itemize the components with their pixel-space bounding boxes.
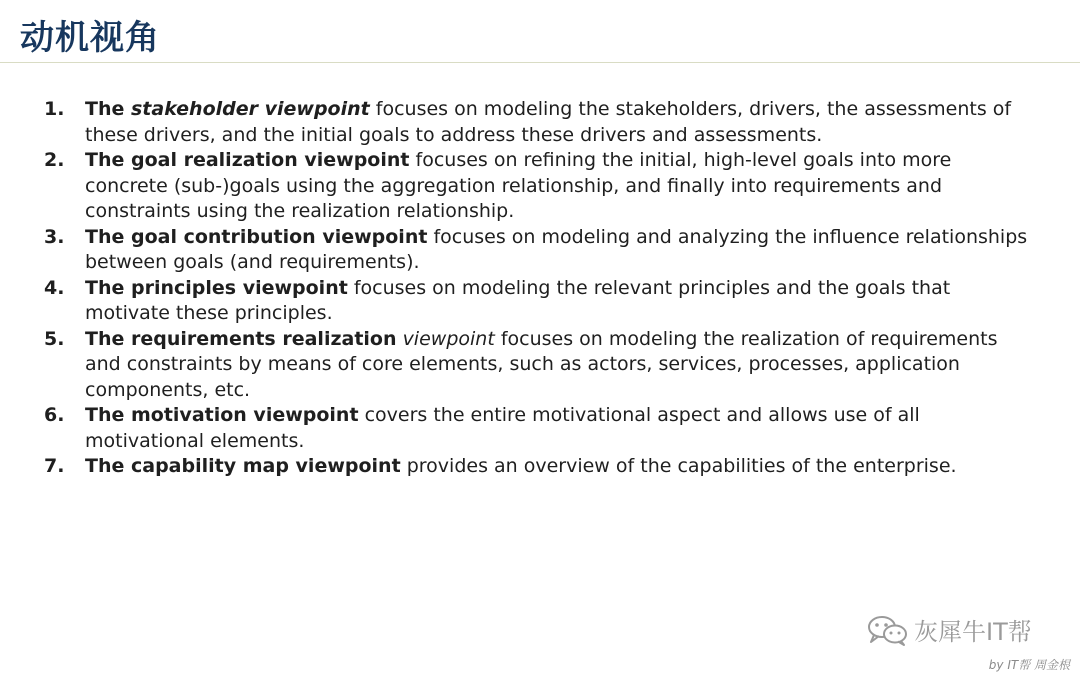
list-item-number: 7. [44, 455, 65, 477]
list-item-text: provides an overview of the capabilities of the enterprise. [400, 455, 957, 477]
list-item-number: 5. [44, 327, 65, 350]
list-item [44, 327, 1034, 404]
watermark [866, 612, 1032, 647]
list-item [44, 276, 1034, 327]
page-title: 动机视角 [20, 18, 160, 58]
list-item-text: stakeholder viewpoint [131, 98, 370, 120]
list-item [44, 97, 1034, 148]
title-divider [0, 62, 1080, 63]
watermark-text: 灰犀牛IT帮 [914, 618, 1032, 646]
list-item-text: focuses on modeling the relevant principles and the goals that motivate these principles. [85, 276, 951, 324]
list-item-text: The motivation viewpoint [85, 404, 359, 426]
list-item [44, 403, 1034, 454]
author-credit: by IT帮 周金根 [988, 658, 1070, 672]
list-item-text: focuses on modeling and analyzing the influence relationships between goals (and requirements). [85, 225, 1028, 273]
list-item [44, 454, 1034, 480]
list-item-number: 2. [44, 149, 65, 171]
list-item-text: focuses on modeling the realization of requirements and constraints by means of core elements, such as actors, services, processes, application components, etc. [85, 327, 998, 401]
list-item-text: focuses on modeling the stakeholders, drivers, the assessments of these drivers, and the initial goals to address these drivers and assessments. [85, 98, 1012, 146]
list-item-number: 4. [44, 276, 65, 299]
list-item-text: The [85, 98, 131, 120]
list-item-text: focuses on refining the initial, high-level goals into more concrete (sub-)goals using the aggregation relationship, and finally into requirements and constraints using the realization relationship. [85, 149, 952, 222]
list-item-number: 1. [44, 98, 65, 120]
list-item-text: The capability map viewpoint [85, 455, 401, 477]
list-item [44, 225, 1034, 276]
list-item-text: The principles viewpoint [85, 276, 348, 299]
list-item-number: 3. [44, 225, 65, 248]
list-item-text: The goal realization viewpoint [85, 149, 410, 171]
viewpoint-list [44, 97, 1034, 480]
list-item [44, 148, 1034, 225]
list-item-text: covers the entire motivational aspect and allows use of all motivational elements. [85, 404, 920, 452]
list-item-number: 6. [44, 404, 65, 426]
wechat-icon [866, 614, 908, 646]
list-item-text: The goal contribution viewpoint [85, 225, 428, 248]
list-item-text: The requirements realization [85, 327, 397, 350]
list-item-text: viewpoint [402, 327, 495, 350]
